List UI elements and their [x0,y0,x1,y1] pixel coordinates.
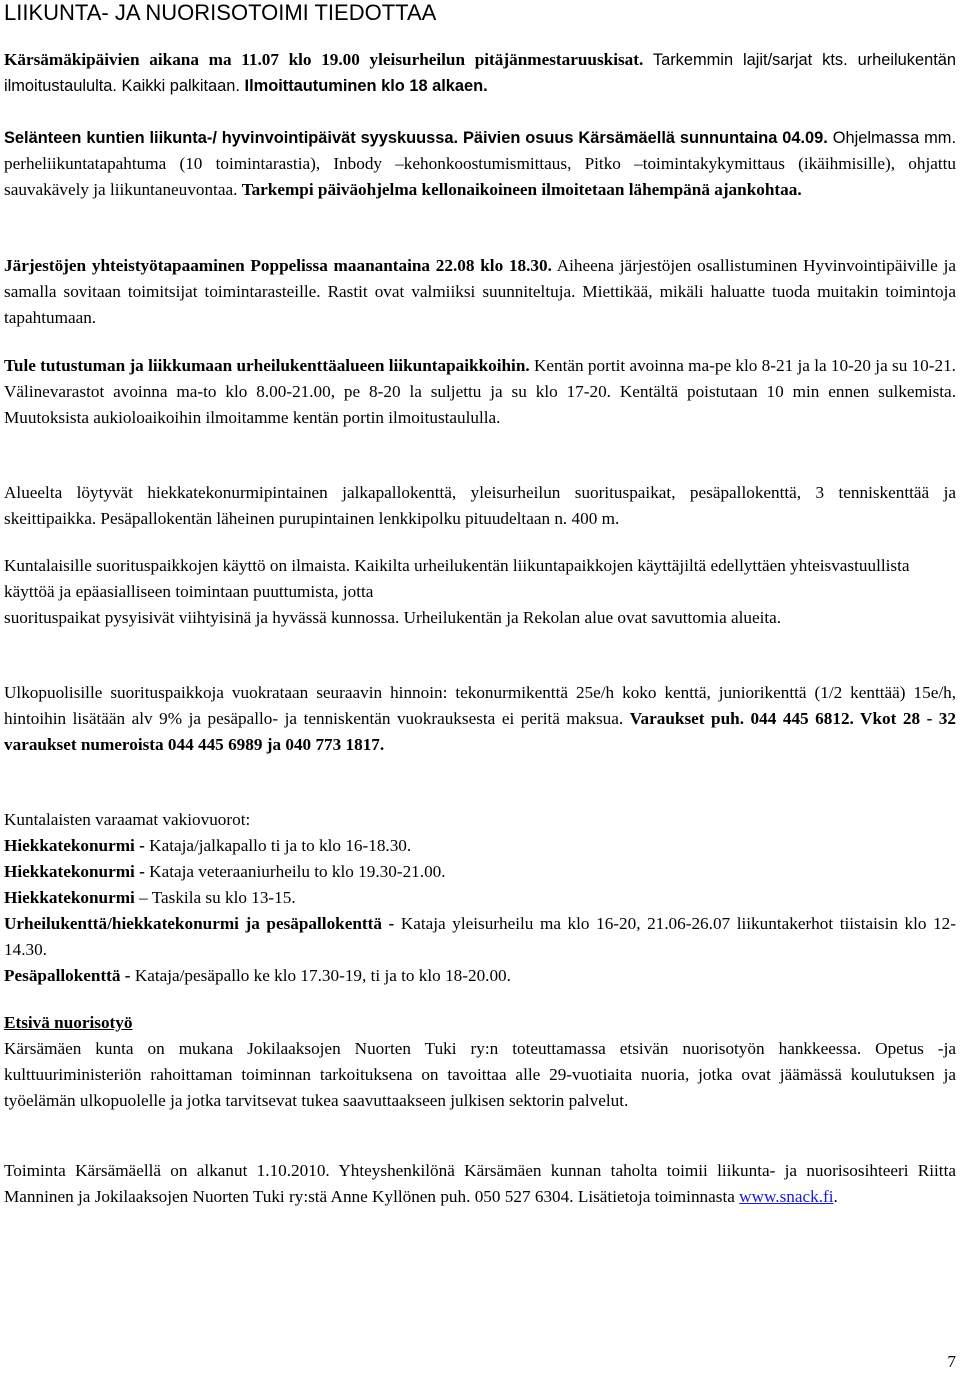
reservation-time: Kataja/jalkapallo ti ja to klo 16-18.30. [149,836,412,855]
no-smoking-text: suorituspaikat pysyisivät viihtyisinä ja hyvässä kunnossa. Urheilukentän ja Rekolan alue ovat savuttomia alueita. [4,608,782,627]
meeting-announcement: Järjestöjen yhteistyötapaaminen Poppelissa maanantaina 22.08 klo 18.30. [4,256,552,275]
reservation-time: – Taskila su klo 13-15. [139,888,296,907]
reservation-time: Kataja yleisurheilu ma klo 16-20, 21.06-26.07 liikuntakerhot tiistaisin klo 12-14.30. [4,914,956,959]
youth-work-heading [4,1010,956,1036]
reservation-item [4,911,956,963]
paragraph-rental-prices [4,680,956,758]
reservation-phone: Varaukset puh. 044 445 6812. Vkot 28 - 32 varaukset numeroista 044 445 6989 ja 040 773 1817. [4,709,956,754]
facilities-description: Alueelta löytyvät hiekkatekonurmipintainen jalkapallokenttä, yleisurheilun suorituspaikat, pesäpallokenttä, 3 tenniskenttää ja skeittipaikka. Pesäpallokentän läheinen purupintainen lenkkipolku pituudeltaan n. 400 m. [4,483,956,528]
rental-prices-text: Ulkopuolisille suorituspaikkoja vuokrataan seuraavin hinnoin: tekonurmikenttä 25e/h koko kenttä, juniorikenttä (1/2 kenttää) 15e/h, hintoihin lisätään alv 9% ja pesäpallo- ja tenniskentän vuokrauksesta ei peritä maksua. [4,683,956,728]
reservation-time: Kataja veteraaniurheilu to klo 19.30-21.00. [149,862,446,881]
paragraph-associations-meeting [4,253,956,331]
contact-end: . [833,1187,838,1206]
paragraph-athletics-championship [4,47,956,99]
reservation-time: Kataja/pesäpallo ke klo 17.30-19, ti ja to klo 18-20.00. [134,966,511,985]
paragraph-wellbeing-days [4,125,956,203]
paragraph-contact [4,1158,956,1210]
reservation-venue: Pesäpallokenttä - [4,966,135,985]
youth-work-description: Kärsämäen kunta on mukana Jokilaaksojen Nuorten Tuki ry:n toteuttamassa etsivän nuorisotyön hankkeessa. Opetus -ja kulttuuriministeriön rahoittaman toiminnan tarkoituksena on tavoittaa alle 29-vuotiaita nuoria, jotka ovat jäämässä koulutuksen ja työelämän ulkopuolelle ja jotka tarvitsevat tukea saavuttaakseen julkisen sektorin palvelut. [4,1039,956,1110]
paragraph-facilities [4,480,956,532]
youth-work-heading-text: Etsivä nuorisotyö [4,1013,133,1032]
schedule-note: Tarkempi päiväohjelma kellonaikoineen ilmoitetaan lähempänä ajankohtaa. [241,180,802,199]
reservation-item [4,963,956,989]
programme-details: perheliikuntatapahtuma (10 toimintarastia), Inbody –kehonkoostumismittaus, Pitko –toimintakykymittaus (ikäihmisille), ohjattu sauvakävely ja liikuntaneuvontaa. [4,154,956,199]
free-use-text: Kuntalaisille suorituspaikkojen käyttö on ilmaista. Kaikilta urheilukentän liikuntapaikkojen käyttäjiltä edellyttäen yhteisvastuullista käyttöä ja epäasialliseen toimintaan puuttumista, jotta [4,556,910,601]
reservation-venue: Hiekkatekonurmi [4,888,140,907]
paragraph-sports-field [4,353,956,431]
page-number: 7 [947,1352,956,1371]
contact-text: Toiminta Kärsämäellä on alkanut 1.10.2010. Yhteyshenkilönä Kärsämäen kunnan taholta toimii liikunta- ja nuorisosihteeri Riitta Manninen ja Jokilaaksojen Nuorten Tuki ry:stä Anne Kyllönen puh. 050 527 6304. Lisätietoja toiminnasta [4,1161,956,1206]
registration-time: Ilmoittautuminen klo 18 alkaen. [244,77,488,95]
reservation-item [4,833,956,859]
championship-announcement: Kärsämäkipäivien aikana ma 11.07 klo 19.00 yleisurheilun pitäjänmestaruuskisat. [4,50,644,69]
opening-hours: Kentän portit avoinna ma-pe klo 8-21 ja la 10-20 ja su 10-21. Välinevarastot avoinna ma-to klo 8.00-21.00, pe 8-20 la suljettu ja su klo 17-20. Kentältä poistutaan 10 min ennen sulkemista. Muutoksista aukioloaikoihin ilmoitamme kentän portin ilmoitustaululla. [4,356,956,427]
regular-reservations-heading: Kuntalaisten varaamat vakiovuorot: [4,810,251,829]
paragraph-free-use [4,553,956,631]
reservation-item [4,859,956,885]
regular-reservations [4,807,956,989]
sports-field-invitation: Tule tutustuman ja liikkumaan urheilukenttäalueen liikuntapaikkoihin. [4,356,530,375]
reservation-venue: Hiekkatekonurmi - [4,836,150,855]
youth-work-section [4,1010,956,1114]
snack-website-link[interactable]: www.snack.fi [739,1187,834,1206]
programme-intro: Ohjelmassa mm. [827,129,957,147]
page-title: LIIKUNTA- JA NUORISOTOIMI TIEDOTTAA [4,0,437,25]
championship-details: Tarkemmin lajit/sarjat kts. urheilukentän ilmoitustaululta. Kaikki palkitaan. [4,51,956,95]
meeting-details: Aiheena järjestöjen osallistuminen Hyvinvointipäiville ja samalla sovitaan toimitsijat toimintarasteille. Rastit ovat valmiiksi suunniteltuja. Miettikää, mikäli haluatte tuoda muitakin toimintoja tapahtumaan. [4,256,956,327]
reservation-venue: Hiekkatekonurmi - [4,862,150,881]
reservation-venue: Urheilukenttä/hiekkatekonurmi ja pesäpallokenttä - [4,914,401,933]
reservation-item [4,885,956,911]
wellbeing-days-announcement: Selänteen kuntien liikunta-/ hyvinvointipäivät syyskuussa. Päivien osuus Kärsämäellä sunnuntaina 04.09. [4,129,828,147]
